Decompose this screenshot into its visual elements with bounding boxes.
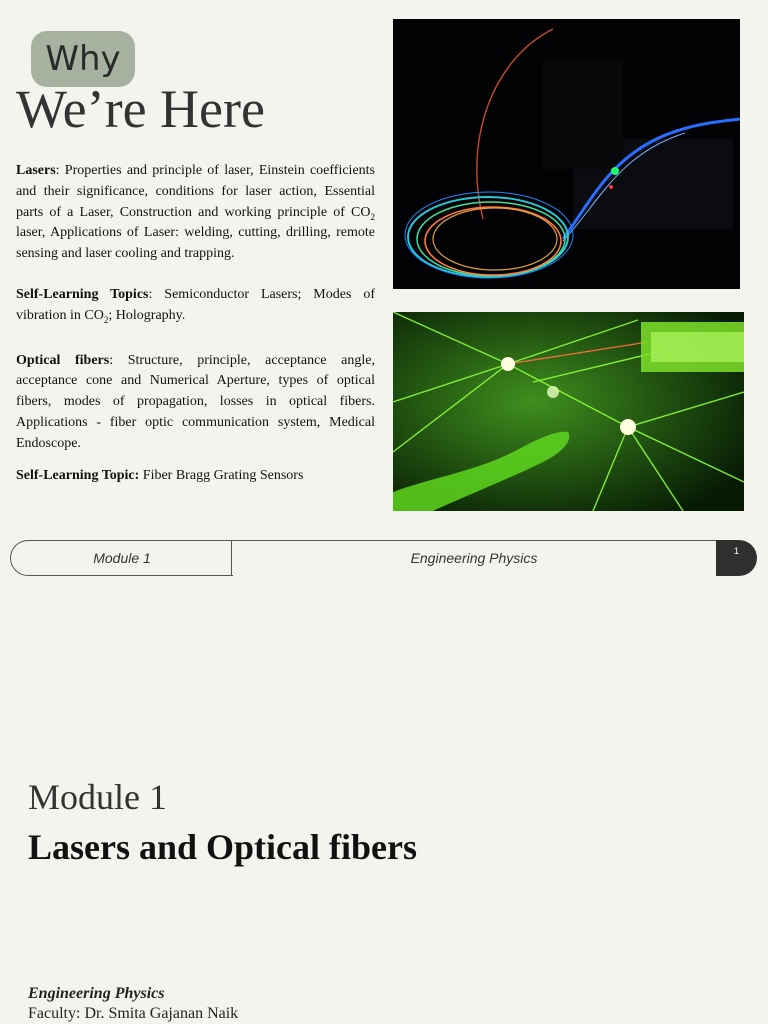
module-title: Lasers and Optical fibers xyxy=(28,827,418,867)
self-learning-topic-label: Self-Learning Topic: xyxy=(16,467,140,483)
course-name: Engineering Physics xyxy=(28,985,165,1002)
self-learning-topic-text: Fiber Bragg Grating Sensors xyxy=(139,467,304,483)
page-title: We’re Here xyxy=(16,79,265,139)
lasers-text-cont: laser, Applications of Laser: welding, cutting, drilling, remote sensing and laser cooling and trapping. xyxy=(16,225,375,262)
why-pill: Why xyxy=(31,31,135,87)
co2-subscript: 2 xyxy=(103,314,109,325)
optical-fibers-text: : Structure, principle, acceptance angle, acceptance cone and Numerical Aperture, types of optical fibers, modes of propagation, losses in optical fibers. Applications - fiber optic communication system, Medical Endoscope. xyxy=(16,352,375,451)
co2-subscript: 2 xyxy=(370,211,375,222)
self-learning-text-cont: ; Holography. xyxy=(108,307,186,323)
self-learning-text: : Semiconductor Lasers; Modes of vibration in CO xyxy=(16,286,375,323)
fiber-optic-photo xyxy=(393,19,740,289)
footer-module: Module 1 xyxy=(10,540,233,576)
page-number-badge: 1 xyxy=(716,540,757,576)
module-label: Module 1 xyxy=(28,777,167,817)
self-learning-topic-paragraph xyxy=(16,466,375,487)
self-learning-topics-paragraph xyxy=(16,285,375,327)
slide-footer xyxy=(10,540,757,575)
self-learning-label: Self-Learning Topics xyxy=(16,286,149,302)
optical-fibers-label: Optical fibers xyxy=(16,352,110,368)
faculty-name: Faculty: Dr. Smita Gajanan Naik xyxy=(28,1005,239,1022)
green-laser-photo xyxy=(393,312,744,511)
footer-course: Engineering Physics xyxy=(232,540,716,575)
lasers-paragraph xyxy=(16,161,375,265)
lasers-label: Lasers xyxy=(16,163,56,178)
optical-fibers-paragraph xyxy=(16,351,375,455)
lasers-text: : Properties and principle of laser, Einstein coefficients and their significance, conditions for laser action, Essential parts of a Laser, Construction and working principle of CO xyxy=(16,163,375,220)
topics-content xyxy=(16,161,375,486)
